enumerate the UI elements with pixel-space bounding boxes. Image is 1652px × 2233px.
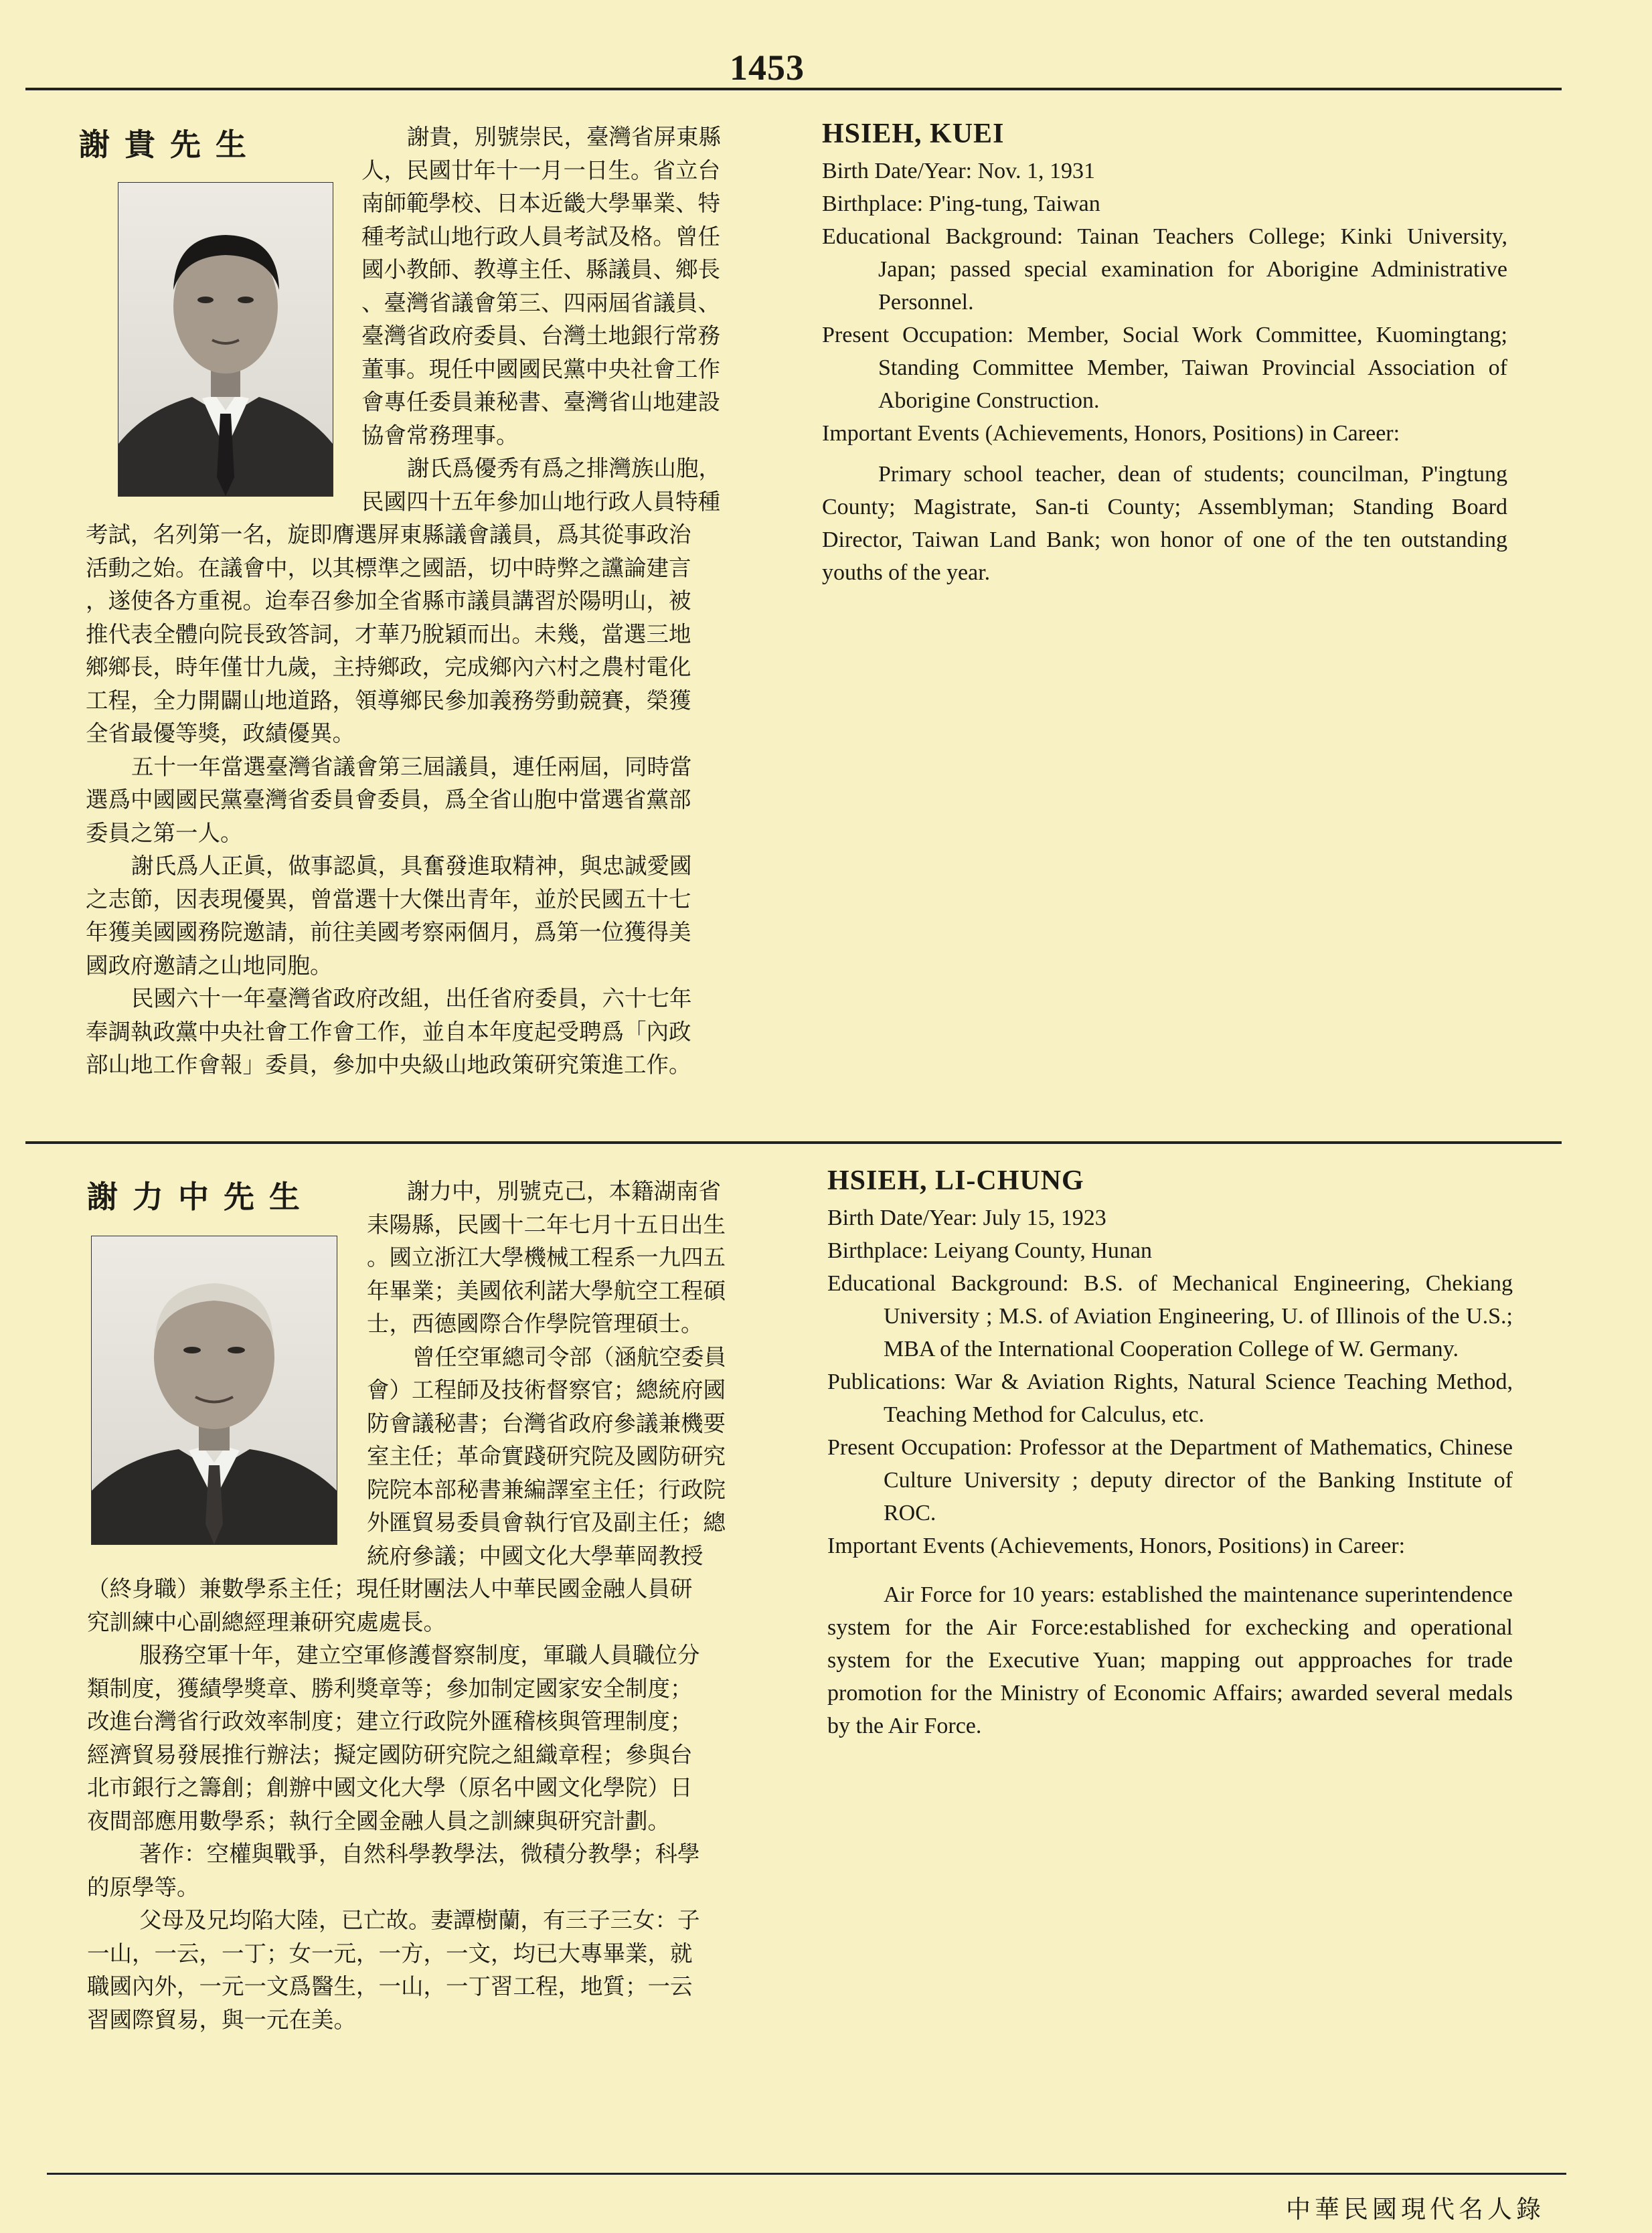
- bio-line: 年獲美國國務院邀請，前往美國考察兩個月，爲第一位獲得美: [86, 919, 691, 945]
- bio-line: 國政府邀請之山地同胞。: [86, 952, 333, 979]
- entry1-education: Educational Background: Tainan Teachers College; Kinki University, Japan; passed special examination for Aborigine Administrative Personnel.: [822, 224, 1507, 315]
- bio-line: 室主任；革命實踐研究院及國防研究: [367, 1443, 726, 1469]
- bio-line: 的原學等。: [87, 1874, 199, 1900]
- bio-line: 院院本部秘書兼編譯室主任；行政院: [367, 1476, 726, 1503]
- entry1-birthplace: Birthplace: P'ing-tung, Taiwan: [822, 191, 1100, 216]
- bio-line: 選爲中國國民黨臺灣省委員會委員，爲全省山胞中當選省黨部: [86, 787, 691, 813]
- bio-line: 人，民國廿年十一月一日生。省立台: [361, 157, 720, 183]
- entry1-bio-zh-upper: [361, 120, 770, 518]
- bio-line: 年畢業；美國依利諾大學航空工程碩: [367, 1277, 726, 1304]
- entry2-name-zh: 謝力中先生: [87, 1179, 315, 1215]
- bio-line: 會專任委員兼秘書、臺灣省山地建設: [361, 389, 720, 415]
- bio-line: 考試，名列第一名，旋即膺選屏東縣議會議員，爲其從事政治: [86, 521, 691, 548]
- entry1-name-zh: 謝貴先生: [79, 127, 261, 163]
- bio-line: 活動之始。在議會中，以其標準之國語，切中時弊之讜論建言: [86, 554, 691, 581]
- bio-line: 之志節，因表現優異，曾當選十大傑出青年，並於民國五十七: [86, 886, 691, 912]
- bio-line: 謝貴，別號崇民，臺灣省屏東縣: [407, 124, 721, 150]
- bio-line: 奉調執政黨中央社會工作會工作，並自本年度起受聘爲「內政: [86, 1018, 691, 1045]
- bio-line: 謝氏爲優秀有爲之排灣族山胞，: [407, 455, 721, 481]
- entry1-bio-zh-lower: [86, 518, 775, 1082]
- bio-line: 士，西德國際合作學院管理碩士。: [367, 1311, 704, 1337]
- bio-line: 服務空軍十年，建立空軍修護督察制度，軍職人員職位分: [139, 1642, 700, 1668]
- entry2-birthplace: Birthplace: Leiyang County, Hunan: [827, 1238, 1153, 1263]
- bio-line: 防會議秘書；台灣省政府參議兼機要: [367, 1410, 726, 1436]
- bio-line: 、臺灣省議會第三、四兩屆省議員、: [361, 289, 720, 316]
- bio-line: 會）工程師及技術督察官；總統府國: [367, 1377, 726, 1403]
- entry2-bio-zh-upper: [367, 1175, 775, 1572]
- bio-line: 國小教師、教導主任、縣議員、鄉長: [361, 256, 720, 282]
- entry2-publications: Publications: War & Aviation Rights, Natural Science Teaching Method, Teaching Method for Calculus, etc.: [827, 1370, 1513, 1427]
- bio-line: 職國內外，一元一文爲醫生，一山，一丁習工程，地質；一云: [87, 1973, 693, 1999]
- entry2-name-en: HSIEH, LI-CHUNG: [827, 1165, 1084, 1196]
- entry2-bio-zh-lower: [87, 1572, 776, 2036]
- bio-line: 推代表全體向院長致答詞，才華乃脫穎而出。未幾，當選三地: [86, 621, 691, 647]
- bio-line: 著作：空權與戰爭，自然科學教學法，微積分教學；科學: [139, 1841, 700, 1867]
- page-number: 1453: [730, 48, 805, 88]
- bio-line: 謝力中，別號克己，本籍湖南省: [407, 1178, 721, 1204]
- bio-line: 類制度，獲績學獎章、勝利獎章等；參加制定國家安全制度；: [87, 1675, 693, 1702]
- bio-line: 北市銀行之籌創；創辦中國文化大學（原名中國文化學院）日: [87, 1774, 693, 1801]
- entry2-english-column: [827, 1165, 1513, 1765]
- bio-line: 外匯貿易委員會執行官及副主任；總: [367, 1509, 726, 1536]
- bio-line: 全省最優等獎，政績優異。: [86, 720, 355, 746]
- bio-line: 究訓練中心副總經理兼研究處處長。: [87, 1608, 446, 1635]
- bio-line: 耒陽縣，民國十二年七月十五日出生: [367, 1211, 726, 1238]
- bio-line: 統府參議；中國文化大學華岡教授: [367, 1542, 704, 1569]
- bio-line: 工程，全力開闢山地道路，領導鄉民參加義務勞動競賽，榮獲: [86, 687, 691, 714]
- entry1-english-column: [822, 118, 1507, 612]
- book-title-footer: 中華民國現代名人錄: [1286, 2195, 1545, 2224]
- bio-line: 鄉鄉長，時年僅廿九歲，主持鄉政，完成鄉內六村之農村電化: [86, 654, 691, 680]
- bio-line: 種考試山地行政人員考試及格。曾任: [361, 223, 720, 250]
- bio-line: 五十一年當選臺灣省議會第三屆議員，連任兩屆，同時當: [131, 753, 692, 780]
- bio-line: 曾任空軍總司令部（涵航空委員: [412, 1343, 726, 1370]
- entry2-occupation: Present Occupation: Professor at the Department of Mathematics, Chinese Culture University ; deputy director of the Banking Institute of ROC.: [827, 1435, 1513, 1525]
- entry2-birth: Birth Date/Year: July 15, 1923: [827, 1206, 1106, 1230]
- bio-line: 改進台灣省行政效率制度；建立行政院外匯稽核與管理制度；: [87, 1708, 693, 1734]
- bio-line: 夜間部應用數學系；執行全國金融人員之訓練與研究計劃。: [87, 1807, 670, 1834]
- bio-line: 經濟貿易發展推行辦法；擬定國防研究院之組織章程；參與台: [87, 1741, 693, 1768]
- bio-line: 。國立浙江大學機械工程系一九四五: [367, 1244, 726, 1270]
- bio-line: 習國際貿易，與一元在美。: [87, 2006, 356, 2033]
- bio-line: 臺灣省政府委員、台灣土地銀行常務: [361, 323, 720, 349]
- bio-line: 協會常務理事。: [361, 422, 519, 448]
- bio-line: 部山地工作會報」委員，參加中央級山地政策研究策進工作。: [86, 1052, 691, 1078]
- bio-line: 民國六十一年臺灣省政府改組，出任省府委員，六十七年: [131, 985, 692, 1011]
- entry1-events-label: Important Events (Achievements, Honors, Positions) in Career:: [822, 421, 1400, 446]
- bottom-rule: [47, 2173, 1566, 2175]
- bio-line: 謝氏爲人正眞，做事認眞，具奮發進取精神，與忠誠愛國: [131, 853, 692, 879]
- bio-line: 民國四十五年參加山地行政人員特種: [361, 488, 720, 515]
- bio-line: 一山，一云，一丁；女一元，一方，一文，均已大專畢業，就: [87, 1940, 693, 1967]
- section-divider: [25, 1141, 1562, 1144]
- entry1-events: Primary school teacher, dean of students; councilman, P'ingtung County; Magistrate, San-ti County; Assemblyman; Standing Board Director, Taiwan Land Bank; won honor of one of the ten outstanding youths of the year.: [822, 462, 1507, 585]
- entry2-events: Air Force for 10 years: established the maintenance superintendence system for the Air Force:established for exchecking and operational system for the Executive Yuan; mapping out appproaches for trade promotion for the Ministry of Economic Affairs; awarded several medals by the Air Force.: [827, 1582, 1513, 1738]
- entry2-portrait-photo: [91, 1236, 337, 1545]
- entry2-events-label: Important Events (Achievements, Honors, Positions) in Career:: [827, 1534, 1406, 1558]
- entry1-portrait-photo: [118, 182, 333, 497]
- entry1-birth: Birth Date/Year: Nov. 1, 1931: [822, 159, 1095, 183]
- bio-line: （終身職）兼數學系主任；現任財團法人中華民國金融人員研: [87, 1576, 693, 1602]
- top-rule: [25, 88, 1562, 90]
- bio-line: 董事。現任中國國民黨中央社會工作: [361, 355, 720, 382]
- bio-line: 父母及兄均陷大陸，已亡故。妻譚樹蘭，有三子三女：子: [139, 1907, 700, 1933]
- bio-line: ，遂使各方重視。迨奉召參加全省縣市議員講習於陽明山，被: [86, 588, 691, 614]
- entry1-occupation: Present Occupation: Member, Social Work Committee, Kuomingtang; Standing Committee Member, Taiwan Provincial Association of Aborigine Construction.: [822, 323, 1507, 413]
- bio-line: 南師範學校、日本近畿大學畢業、特: [361, 190, 720, 216]
- entry1-name-en: HSIEH, KUEI: [822, 118, 1005, 149]
- entry2-education: Educational Background: B.S. of Mechanical Engineering, Chekiang University ; M.S. of Aviation Engineering, U. of Illinois of the U.S.; MBA of the International Cooperation College of W. Germany.: [827, 1271, 1513, 1361]
- bio-line: 委員之第一人。: [86, 819, 243, 846]
